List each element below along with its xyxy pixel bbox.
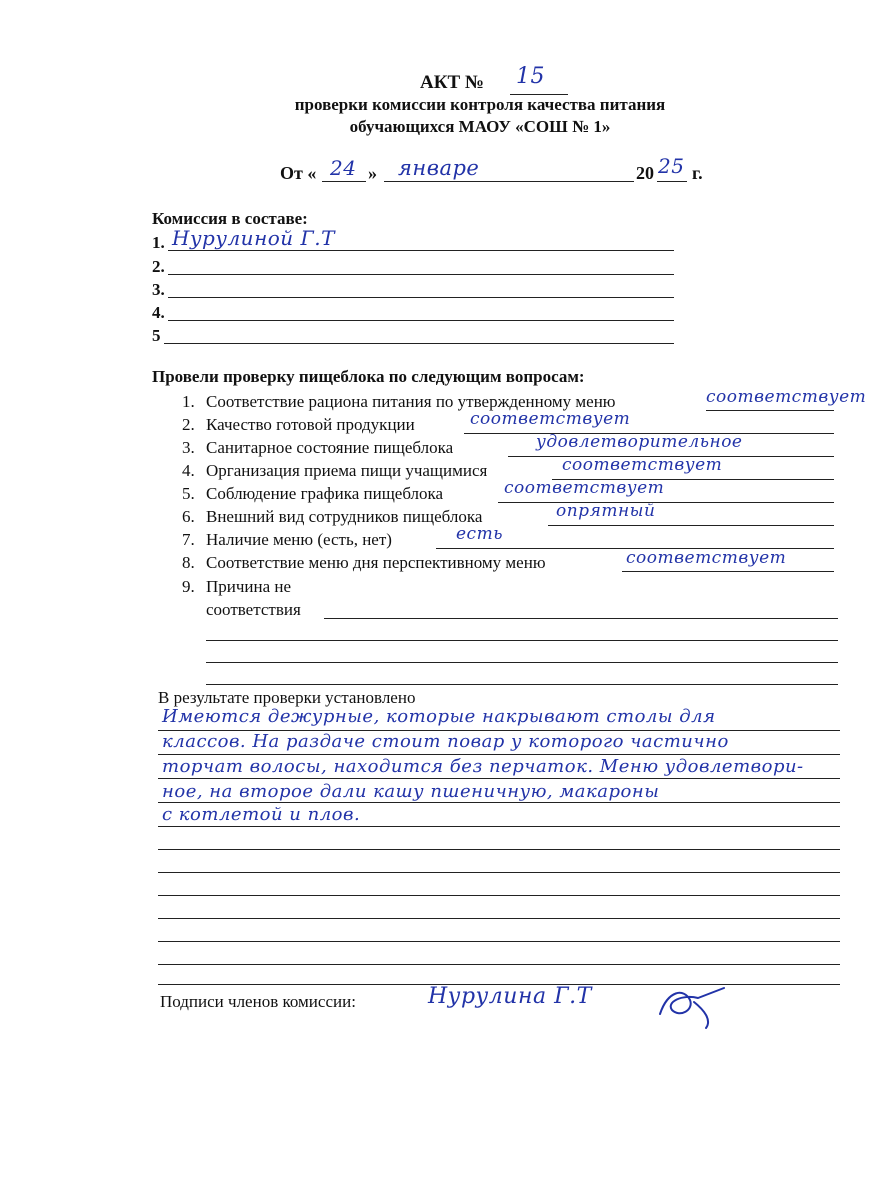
member-num: 1. (152, 233, 165, 252)
item-answer: опрятный (556, 501, 656, 521)
subtitle-line2: обучающихся МАОУ «СОШ № 1» (349, 117, 611, 136)
item-answer: соответствует (626, 548, 787, 568)
date-month: январе (398, 156, 480, 180)
commission-title: Комиссия в составе: (152, 209, 308, 228)
item-text: Соответствие меню дня перспективному меню (206, 553, 546, 572)
item-text: Качество готовой продукции (206, 415, 415, 434)
item-num: 4. (182, 461, 195, 480)
signature-scribble (654, 980, 734, 1032)
item9-label-line2: соответствия (206, 600, 301, 619)
item-answer: соответствует (470, 409, 631, 429)
item-num: 9. (182, 577, 195, 596)
member-num: 5 (152, 326, 161, 345)
item-text: Соблюдение графика пищеблока (206, 484, 444, 503)
item-num: 5. (182, 484, 195, 503)
item-answer: есть (456, 524, 503, 544)
item-text: Наличие меню (есть, нет) (206, 530, 392, 549)
result-line: классов. На раздаче стоит повар у которого частично (162, 731, 729, 752)
item9-label-line1: Причина не (206, 577, 292, 596)
result-line: ное, на второе дали кашу пшеничную, макароны (162, 781, 660, 802)
act-label: АКТ № (420, 72, 485, 93)
date-from-label: От « (280, 163, 317, 183)
date-year-suffix: 25 (658, 154, 685, 178)
item-num: 7. (182, 530, 195, 549)
item-num: 8. (182, 553, 195, 572)
item-answer: соответствует (504, 478, 665, 498)
item-num: 6. (182, 507, 195, 526)
item-answer: соответствует (562, 455, 723, 475)
item-answer: соответствует (706, 387, 867, 407)
member-num: 2. (152, 257, 165, 276)
date-year-prefix: 20 (636, 163, 654, 183)
item-answer: удовлетворительное (536, 432, 743, 452)
signatures-label: Подписи членов комиссии: (160, 992, 356, 1011)
subtitle-line1: проверки комиссии контроля качества питания (294, 95, 666, 114)
signer-name: Нурулина Г.Т (428, 984, 592, 1009)
item-num: 2. (182, 415, 195, 434)
item-text: Санитарное состояние пищеблока (206, 438, 454, 457)
result-line: торчат волосы, находится без перчаток. Меню удовлетвори- (162, 756, 804, 777)
date-g: г. (692, 163, 703, 183)
result-title: В результате проверки установлено (158, 688, 416, 707)
result-line: Имеются дежурные, которые накрывают столы для (162, 706, 716, 727)
inspection-title: Провели проверку пищеблока по следующим вопросам: (152, 367, 585, 386)
member-num: 4. (152, 303, 165, 322)
item-text: Соответствие рациона питания по утвержденному меню (206, 392, 616, 411)
date-day: 24 (330, 156, 357, 180)
result-line: с котлетой и плов. (162, 804, 361, 825)
item-text: Организация приема пищи учащимися (206, 461, 488, 480)
item-num: 1. (182, 392, 195, 411)
member-name: Нурулиной Г.Т (172, 226, 335, 250)
item-text: Внешний вид сотрудников пищеблока (206, 507, 483, 526)
act-number: 15 (516, 64, 545, 89)
date-close-quote: » (368, 163, 377, 183)
item-num: 3. (182, 438, 195, 457)
member-num: 3. (152, 280, 165, 299)
